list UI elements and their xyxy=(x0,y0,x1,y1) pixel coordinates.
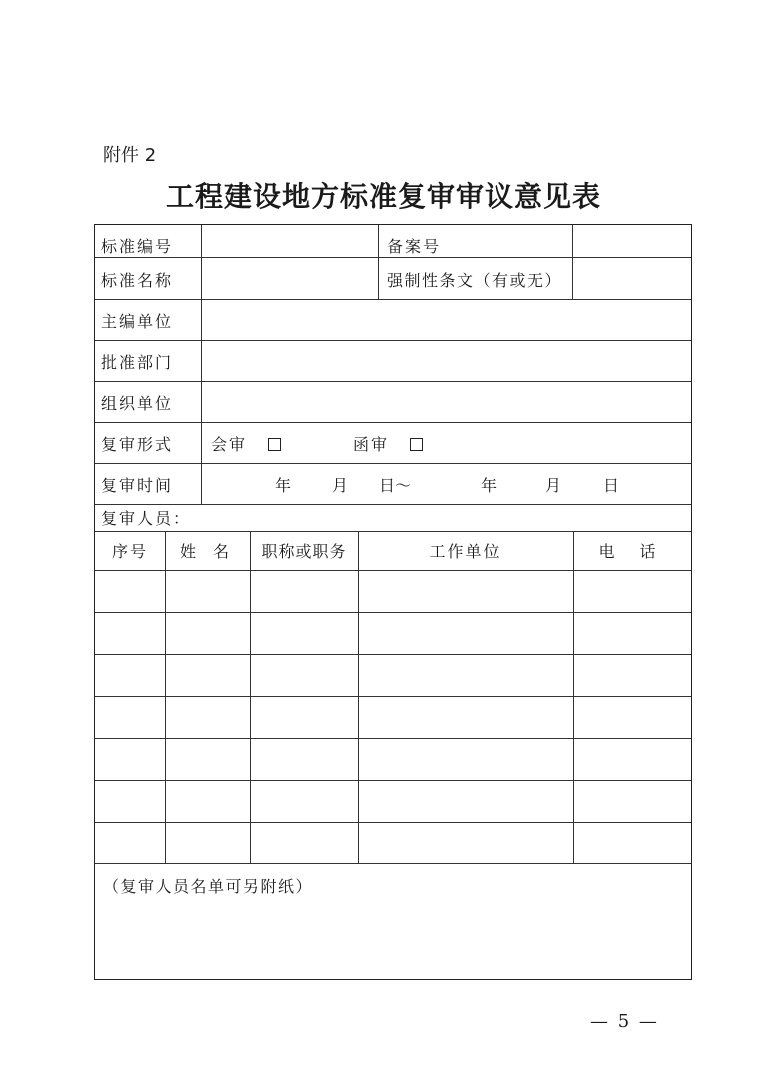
date-start-month: 月 xyxy=(332,476,351,495)
col-header-name: 姓 名 xyxy=(179,542,236,561)
column-divider xyxy=(250,531,251,863)
col-header-index: 序号 xyxy=(111,542,148,561)
review-form-table xyxy=(94,224,692,980)
column-divider xyxy=(358,531,359,863)
label-review-time: 复审时间 xyxy=(101,476,174,495)
label-chief-editor-unit: 主编单位 xyxy=(101,312,174,331)
row-divider xyxy=(95,257,691,258)
meeting-review-checkbox[interactable] xyxy=(268,438,281,451)
label-standard-number: 标准编号 xyxy=(101,237,174,256)
attachment-label: 附件 2 xyxy=(103,145,157,166)
reviewers-heading: 复审人员： xyxy=(101,509,192,528)
label-organizing-unit: 组织单位 xyxy=(101,394,174,413)
option-letter-review[interactable] xyxy=(353,435,423,455)
row-divider xyxy=(95,822,691,823)
row-divider xyxy=(95,738,691,739)
row-divider xyxy=(95,696,691,697)
row-divider xyxy=(95,340,691,341)
row-divider xyxy=(95,780,691,781)
row-divider xyxy=(95,299,691,300)
label-review-form: 复审形式 xyxy=(101,435,174,454)
label-filing-number: 备案号 xyxy=(387,237,442,256)
option-meeting-review[interactable] xyxy=(211,435,281,455)
row-divider xyxy=(95,570,691,571)
date-end-year: 年 xyxy=(481,476,500,495)
reviewers-note: （复审人员名单可另附纸） xyxy=(103,877,314,896)
col-header-workplace: 工作单位 xyxy=(429,542,502,561)
label-mandatory-clauses: 强制性条文（有或无） xyxy=(387,271,563,290)
column-divider xyxy=(165,531,166,863)
meeting-review-label: 会审 xyxy=(211,435,248,454)
row-divider xyxy=(95,531,691,532)
form-title: 工程建设地方标准复审审议意见表 xyxy=(165,180,601,213)
row-divider xyxy=(95,422,691,423)
date-start-year: 年 xyxy=(275,476,294,495)
col-header-title: 职称或职务 xyxy=(261,542,347,561)
column-divider xyxy=(573,531,574,863)
col-header-phone: 电 话 xyxy=(598,542,666,561)
row-divider xyxy=(95,463,691,464)
date-end-day: 日 xyxy=(603,476,622,495)
column-divider xyxy=(572,225,573,299)
date-end-month: 月 xyxy=(545,476,564,495)
column-divider xyxy=(378,225,379,299)
row-divider xyxy=(95,504,691,505)
label-approval-department: 批准部门 xyxy=(101,353,174,372)
column-divider xyxy=(201,225,202,504)
row-divider xyxy=(95,863,691,864)
date-start-day: 日～ xyxy=(379,476,412,495)
row-divider xyxy=(95,381,691,382)
letter-review-checkbox[interactable] xyxy=(410,438,423,451)
letter-review-label: 函审 xyxy=(353,435,390,454)
row-divider xyxy=(95,654,691,655)
label-standard-name: 标准名称 xyxy=(101,271,174,290)
row-divider xyxy=(95,612,691,613)
page-number: — 5 — xyxy=(590,1011,659,1032)
